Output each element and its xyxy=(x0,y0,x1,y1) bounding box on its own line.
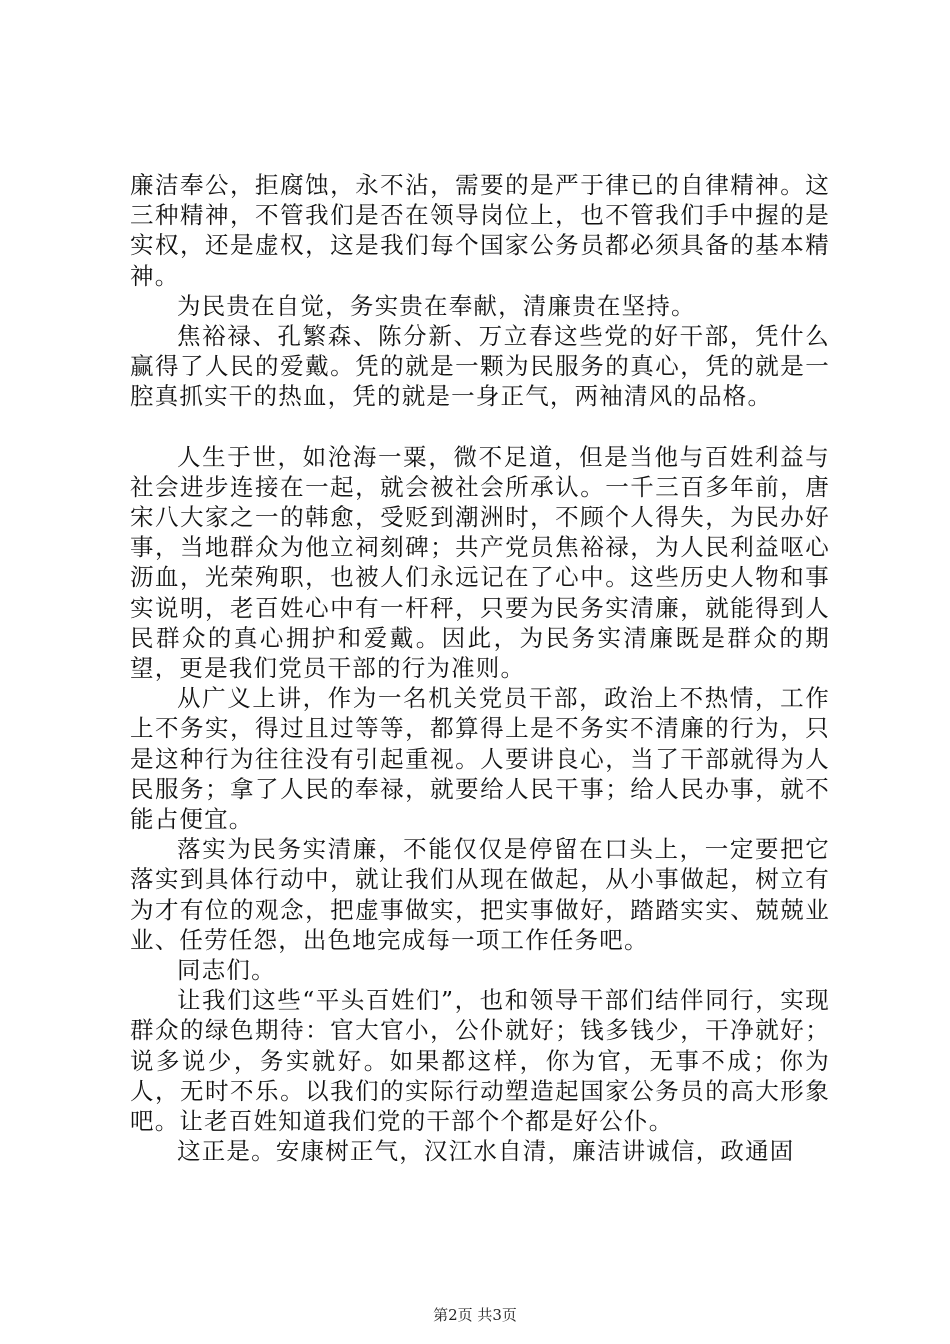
paragraph: 同志们。 xyxy=(177,956,276,985)
page-footer: 第2页 共3页 xyxy=(433,1306,517,1324)
paragraph: 从广义上讲，作为一名机关党员干部，政治上不热情，工作上不务实，得过且过等等，都算得上是不务实不清廉的行为，只是这种行为往往没有引起重视。人要讲良心，当了干部就得为人民服务；拿了人民的奉禄，就要给人民干事；给人民办事，就不能占便宜。 xyxy=(130,684,830,834)
paragraph: 落实为民务实清廉，不能仅仅是停留在口头上，一定要把它落实到具体行动中，就让我们从现在做起，从小事做起，树立有为才有位的观念，把虚事做实，把实事做好，踏踏实实、兢兢业业、任劳任怨，出色地完成每一项工作任务吧。 xyxy=(130,835,830,954)
paragraph: 这正是。安康树正气，汉江水自清，廉洁讲诚信，政通固 xyxy=(177,1137,795,1166)
paragraph: 为民贵在自觉，务实贵在奉献，清廉贵在坚持。 xyxy=(177,291,696,320)
paragraph: 人生于世，如沧海一粟，微不足道，但是当他与百姓利益与社会进步连接在一起，就会被社会所承认。一千三百多年前，唐宋八大家之一的韩愈，受贬到潮洲时，不顾个人得失，为民办好事，当地群众为他立祠刻碑；共产党员焦裕禄，为人民利益呕心沥血，光荣殉职，也被人们永远记在了心中。这些历史人物和事实说明，老百姓心中有一杆秤，只要为民务实清廉，就能得到人民群众的真心拥护和爱戴。因此，为民务实清廉既是群众的期望，更是我们党员干部的行为准则。 xyxy=(130,442,830,683)
paragraph: 让我们这些“平头百姓们”，也和领导干部们结伴同行，实现群众的绿色期待：官大官小，公仆就好；钱多钱少，干净就好；说多说少，务实就好。如果都这样，你为官，无事不成；你为人，无时不乐。以我们的实际行动塑造起国家公务员的高大形象吧。让老百姓知道我们党的干部个个都是好公仆。 xyxy=(130,986,830,1136)
paragraph: 焦裕禄、孔繁森、陈分新、万立春这些党的好干部，凭什么赢得了人民的爱戴。凭的就是一颗为民服务的真心，凭的就是一腔真抓实干的热血，凭的就是一身正气，两袖清风的品格。 xyxy=(130,322,830,411)
paragraph: 廉洁奉公，拒腐蚀，永不沾，需要的是严于律已的自律精神。这三种精神，不管我们是否在领导岗位上，也不管我们手中握的是实权，还是虚权，这是我们每个国家公务员都必须具备的基本精神。 xyxy=(130,171,830,290)
body-text xyxy=(130,170,830,1167)
